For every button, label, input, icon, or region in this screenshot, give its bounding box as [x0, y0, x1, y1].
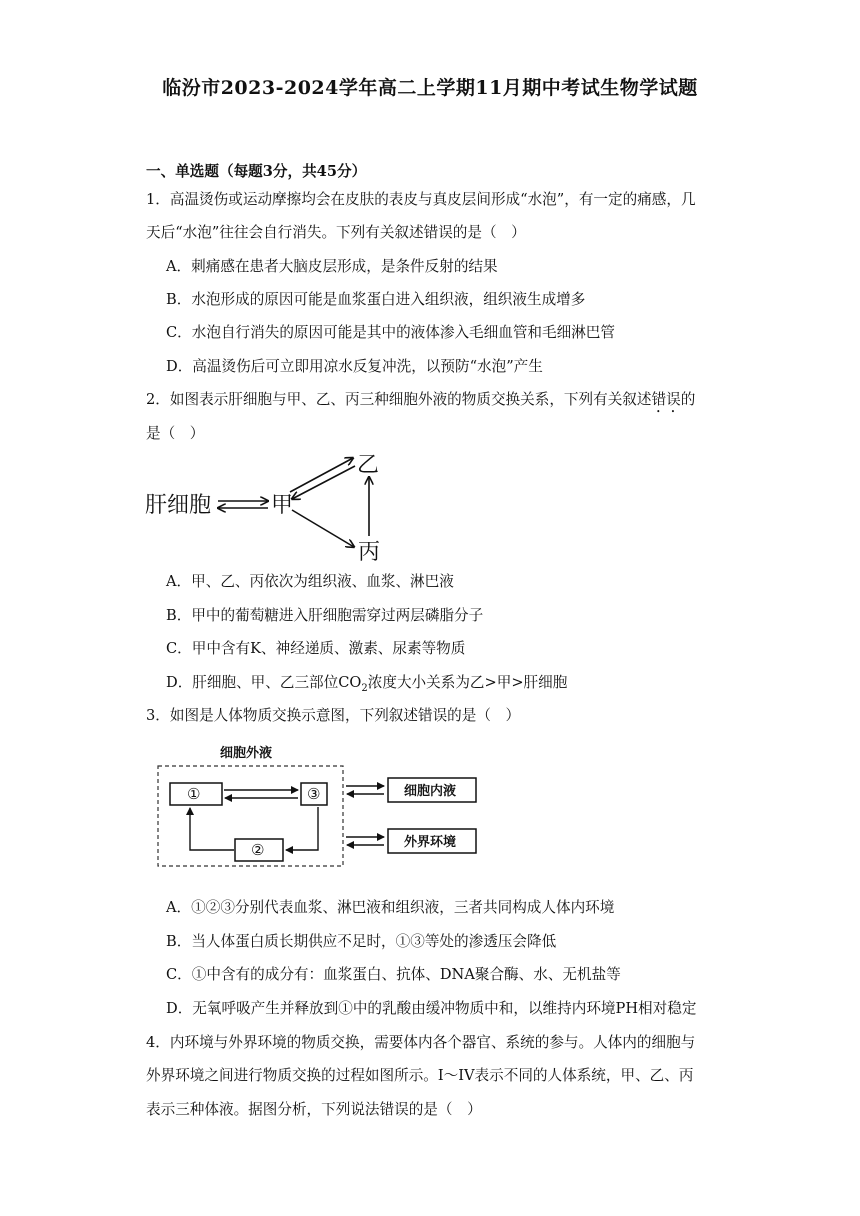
page-title: 临汾市2023-2024学年高二上学期11月期中考试生物学试题 — [162, 77, 698, 99]
question-4-stem-line3: 表示三种体液。据图分析，下列说法错误的是（ ） — [146, 1101, 482, 1118]
question-3-diagram — [150, 738, 490, 870]
question-3-option-a: A．①②③分别代表血浆、淋巴液和组织液，三者共同构成人体内环境 — [166, 899, 615, 916]
question-3-stem: 3．如图是人体物质交换示意图，下列叙述错误的是（ ） — [146, 707, 521, 724]
question-1-option-d: D．高温烫伤后可立即用凉水反复冲洗，以预防“水泡”产生 — [166, 358, 543, 375]
option-d-text-tail: 浓度大小关系为乙>甲>肝细胞 — [367, 674, 568, 691]
question-4-stem-line2: 外界环境之间进行物质交换的过程如图所示。I～IV表示不同的人体系统，甲、乙、丙 — [146, 1067, 694, 1084]
question-2-stem-line2: 是（ ） — [146, 425, 205, 442]
question-2-option-d — [166, 671, 567, 694]
arrow-3-to-2 — [286, 807, 318, 850]
question-2-option-b: B．甲中的葡萄糖进入肝细胞需穿过两层磷脂分子 — [166, 607, 484, 624]
question-3-option-d: D．无氧呼吸产生并释放到①中的乳酸由缓冲物质中和，以维持内环境PH相对稳定 — [166, 1000, 697, 1017]
option-d-text: D．肝细胞、甲、乙三部位CO — [166, 674, 362, 691]
question-3-option-c: C．①中含有的成分有：血浆蛋白、抗体、DNA聚合酶、水、无机盐等 — [166, 966, 621, 983]
liver-cell-label: 肝细胞 — [145, 493, 212, 518]
question-2-stem-text: 2．如图表示肝细胞与甲、乙、丙三种细胞外液的物质交换关系，下列有关叙述 — [146, 391, 652, 408]
icf-label: 细胞内液 — [404, 784, 457, 799]
label-3: ③ — [307, 785, 321, 803]
co2-subscript: 2 — [361, 682, 368, 694]
section-heading: 一、单选题（每题3分，共45分） — [146, 163, 367, 180]
question-4-stem-line1: 4．内环境与外界环境的物质交换，需要体内各个器官、系统的参与。人体内的细胞与 — [146, 1034, 696, 1051]
question-1-option-b: B．水泡形成的原因可能是血浆蛋白进入组织液，组织液生成增多 — [166, 291, 586, 308]
ecf-label: 细胞外液 — [220, 746, 273, 761]
question-2-stem-tail: 的 — [680, 391, 696, 408]
question-3-option-b: B．当人体蛋白质长期供应不足时，①③等处的渗透压会降低 — [166, 933, 557, 950]
arrow-yi-to-jia — [292, 466, 355, 499]
question-2-option-a: A．甲、乙、丙依次为组织液、血浆、淋巴液 — [166, 573, 454, 590]
label-2: ② — [251, 841, 265, 859]
question-2-option-c: C．甲中含有K、神经递质、激素、尿素等物质 — [166, 640, 466, 657]
question-1-stem-line1: 1．高温烫伤或运动摩擦均会在皮肤的表皮与真皮层间形成“水泡”，有一定的痛感，几 — [146, 191, 696, 208]
bing-label: 丙 — [358, 540, 381, 565]
question-1-option-c: C．水泡自行消失的原因可能是其中的液体渗入毛细血管和毛细淋巴管 — [166, 324, 615, 341]
question-2-diagram — [140, 444, 400, 564]
arrow-jia-to-bing — [292, 510, 354, 547]
arrow-jia-to-yi — [290, 458, 353, 492]
yi-label: 乙 — [357, 453, 380, 478]
question-2-stem-line1 — [146, 388, 695, 416]
label-1: ① — [187, 785, 201, 803]
jia-label: 甲 — [271, 493, 294, 518]
arrow-2-to-1 — [190, 808, 234, 850]
emphasis-mark: 错误 — [651, 391, 681, 408]
env-label: 外界环境 — [404, 835, 457, 850]
question-1-option-a: A．刺痛感在患者大脑皮层形成，是条件反射的结果 — [166, 258, 498, 275]
question-1-stem-line2: 天后“水泡”往往会自行消失。下列有关叙述错误的是（ ） — [146, 224, 526, 241]
